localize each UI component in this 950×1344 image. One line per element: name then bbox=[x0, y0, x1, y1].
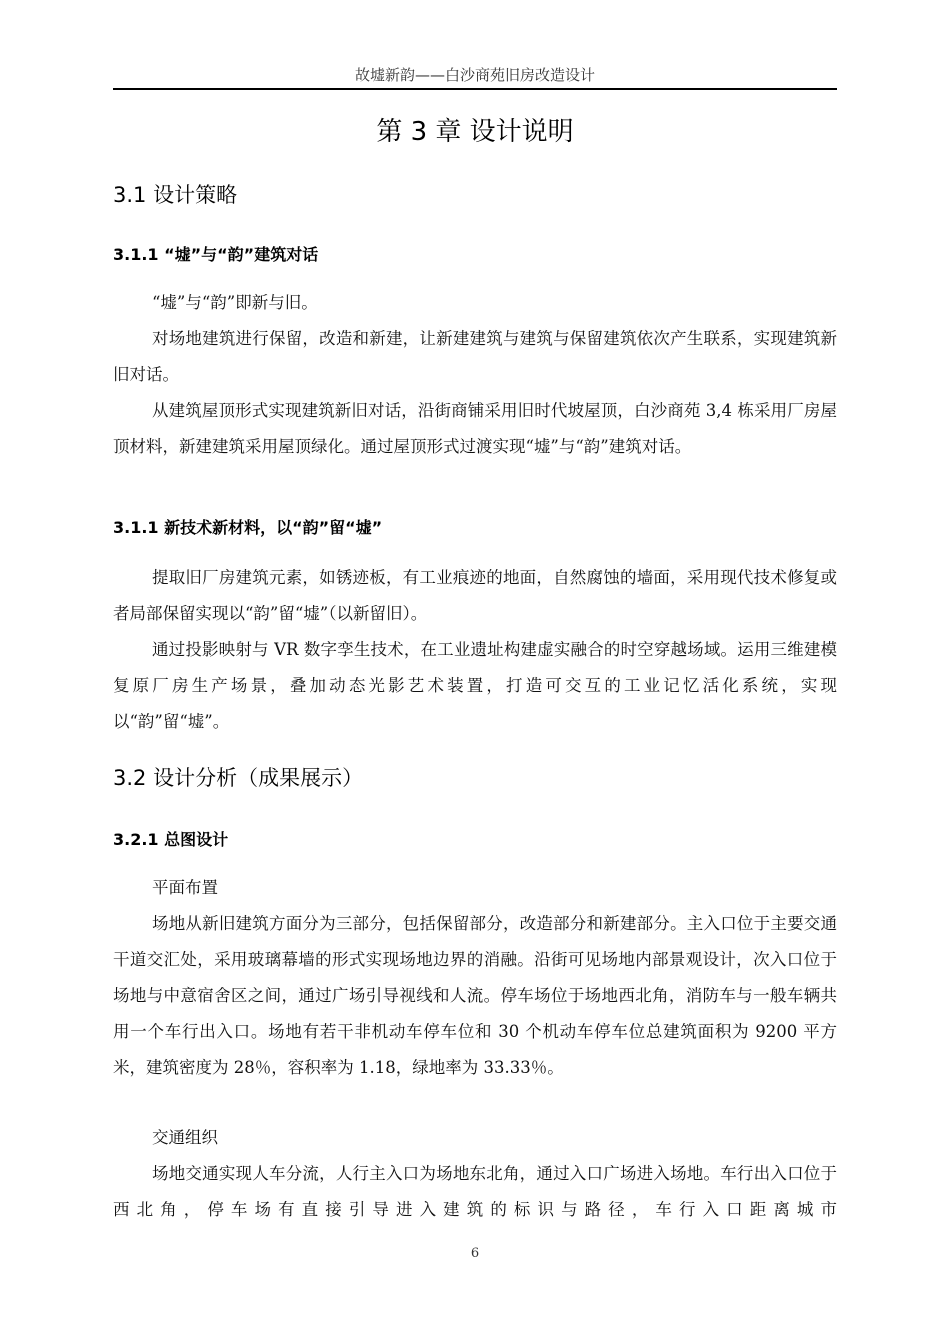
chapter-title: 第 3 章 设计说明 bbox=[376, 117, 574, 147]
paragraph: 平面布置 bbox=[152, 878, 218, 897]
section-heading-3-2: 3.2 设计分析（成果展示） bbox=[113, 766, 364, 790]
paragraph: 通过投影映射与 VR 数字孪生技术，在工业遗址构建虚实融合的时空穿越场域。运用三维建模复原厂房生产场景，叠加动态光影艺术装置，打造可交互的工业记忆活化系统，实现以“韵”留“墟”。 bbox=[113, 640, 837, 731]
paragraph: 场地从新旧建筑方面分为三部分，包括保留部分，改造部分和新建部分。主入口位于主要交通干道交汇处，采用玻璃幕墙的形式实现场地边界的消融。沿街可见场地内部景观设计，次入口位于场地与中意宿舍区之间，通过广场引导视线和人流。停车场位于场地西北角，消防车与一般车辆共用一个车行出入口。场地有若干非机动车停车位和 30 个机动车停车位总建筑面积为 9200 平方米，建筑密度为 28％，容积率为 1.18，绿地率为 33.33％。 bbox=[113, 914, 837, 1077]
paragraph: “墟”与“韵”即新与旧。 bbox=[152, 293, 318, 312]
subsection-heading-3-1-1: 3.1.1 “墟”与“韵”建筑对话 bbox=[113, 245, 319, 264]
paragraph: 对场地建筑进行保留，改造和新建，让新建建筑与建筑与保留建筑依次产生联系，实现建筑新旧对话。 bbox=[113, 329, 837, 384]
paragraph: 提取旧厂房建筑元素，如锈迹板，有工业痕迹的地面，自然腐蚀的墙面，采用现代技术修复或者局部保留实现以“韵”留“墟”（以新留旧）。 bbox=[113, 568, 837, 623]
page-number: 6 bbox=[470, 1246, 480, 1261]
subsection-heading-3-1-1b: 3.1.1 新技术新材料，以“韵”留“墟” bbox=[113, 518, 383, 537]
section-heading-3-1: 3.1 设计策略 bbox=[113, 183, 238, 207]
paragraph: 交通组织 bbox=[152, 1128, 218, 1147]
subsection-heading-3-2-1: 3.2.1 总图设计 bbox=[113, 830, 229, 849]
paragraph: 从建筑屋顶形式实现建筑新旧对话，沿街商铺采用旧时代坡屋顶，白沙商苑 3,4 栋采用厂房屋顶材料，新建建筑采用屋顶绿化。通过屋顶形式过渡实现“墟”与“韵”建筑对话。 bbox=[113, 401, 837, 456]
running-header: 故墟新韵——白沙商苑旧房改造设计 bbox=[113, 62, 837, 90]
paragraph: 场地交通实现人车分流，人行主入口为场地东北角，通过入口广场进入场地。车行出入口位于西北角，停车场有直接引导进入建筑的标识与路径，车行入口距离城市 bbox=[113, 1164, 837, 1219]
